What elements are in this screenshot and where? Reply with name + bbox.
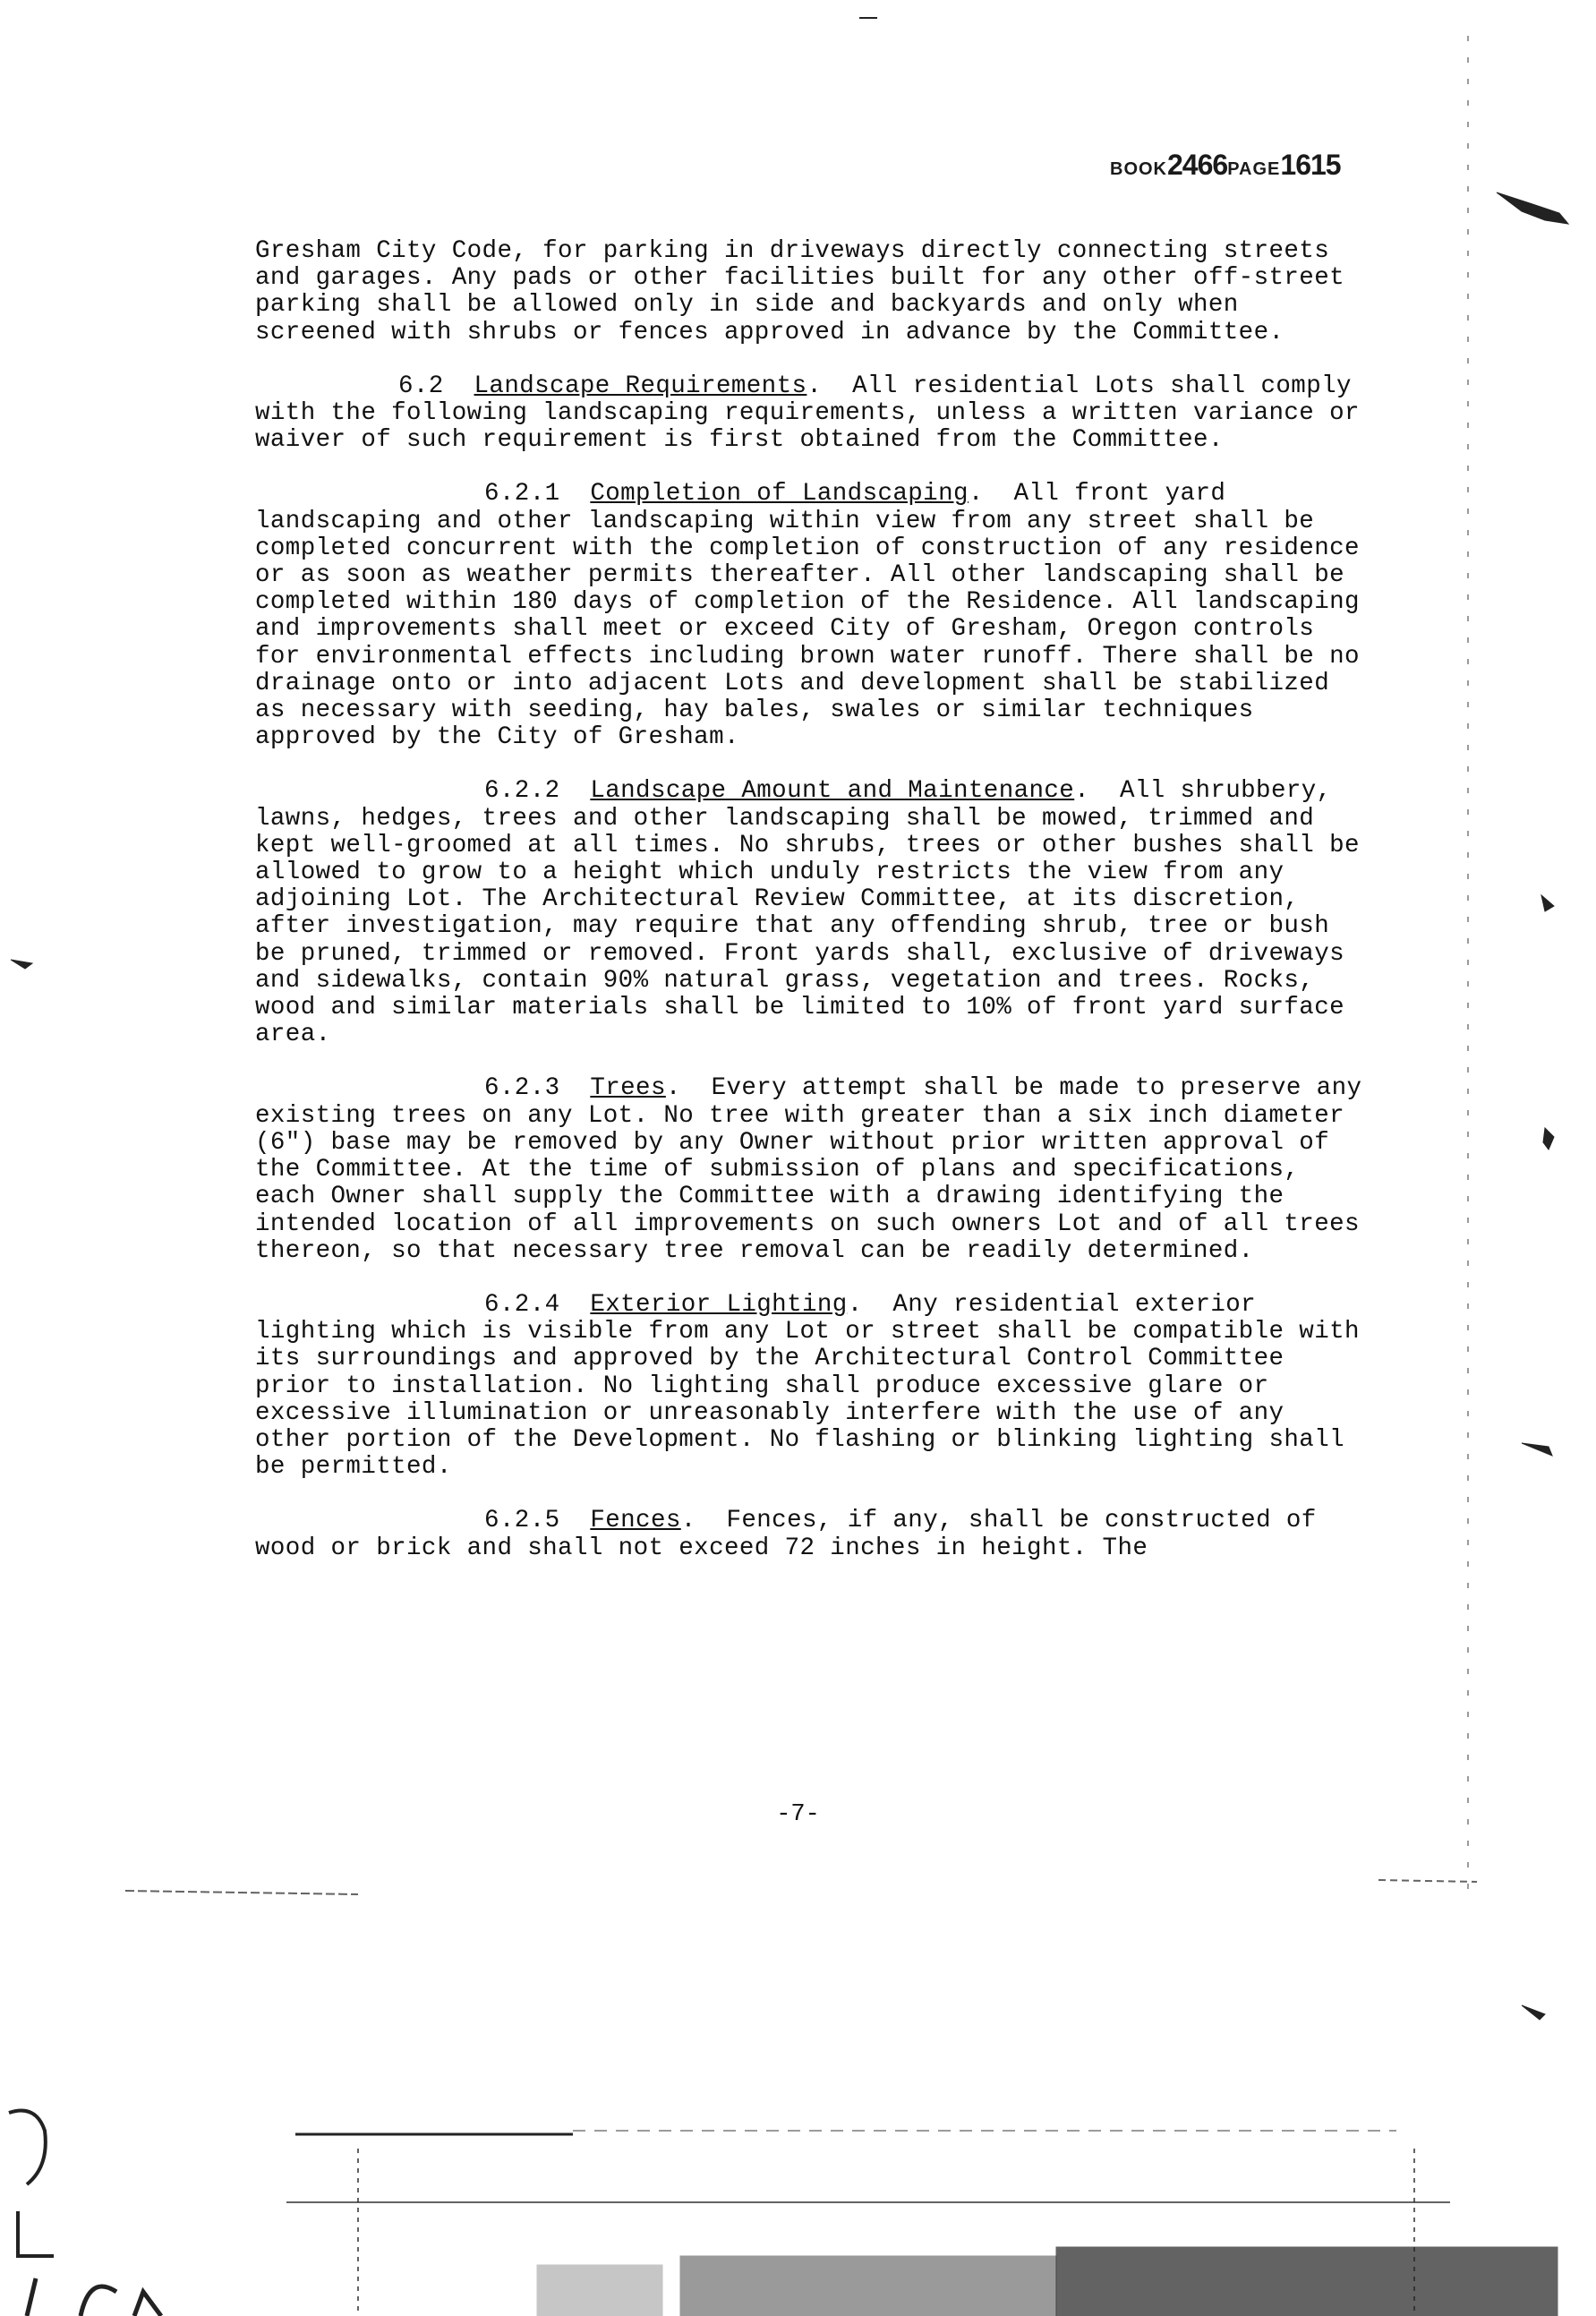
section-number: 6.2.5 — [484, 1507, 560, 1535]
scan-mark-right-1 — [1541, 895, 1554, 911]
page-label: PAGE — [1227, 159, 1281, 179]
scan-mark-right-2 — [1543, 1128, 1554, 1149]
section-number: 6.2 — [398, 372, 444, 400]
section-6-2: 6.2 Landscape Requirements. All residential Lots shall comply with the following landscaping requirements, unless a written variance or waiver of such requirement is first obtained from the Committee. — [255, 372, 1360, 455]
section-heading: Landscape Requirements — [474, 372, 807, 400]
scan-mark-right-3 — [1522, 1443, 1552, 1456]
section-6-2-5: 6.2.5 Fences. Fences, if any, shall be constructed of wood or brick and shall not exceed 72 inches in height. The — [255, 1507, 1317, 1562]
section-heading: Fences — [590, 1507, 681, 1535]
section-heading: Exterior Lighting — [590, 1290, 848, 1319]
scan-scribble-left — [9, 2111, 54, 2257]
section-text: All residential Lots shall comply with the following landscaping requirements, unless a written variance or waiver of such requirement is first obtained from the Committee. — [255, 372, 1360, 455]
scan-mark-left — [11, 960, 32, 969]
section-number: 6.2.2 — [484, 777, 560, 806]
scan-mark-top-right — [1497, 192, 1568, 224]
book-page-reference — [1110, 149, 1341, 182]
section-number: 6.2.3 — [484, 1074, 560, 1103]
section-text: All front yard landscaping and other landscaping within view from any street shall be completed concurrent with the completion of construction of any residence or as soon as weather permits thereafter. All other landscaping shall be completed within 180 days of completion of the Residence. All landscaping and improvements shall meet or exceed City of Gresham, Oregon controls for environmental effects including brown water runoff. There shall be no drainage onto or into adjacent Lots and development shall be stabilized as necessary with seeding, hay bales, swales or similar techniques approved by the City of Gresham. — [255, 480, 1360, 752]
page-number: -7- — [776, 1801, 820, 1828]
document-body — [255, 238, 1365, 1589]
section-6-2-2: 6.2.2 Landscape Amount and Maintenance. All shrubbery, lawns, hedges, trees and other landscaping shall be mowed, trimmed and kept well-groomed at all times. No shrubs, trees or other bushes shall be allowed to grow to a height which unduly restricts the view from any adjoining Lot. The Architectural Review Committee, at its discretion, after investigation, may require that any offending shrub, tree or bush be pruned, trimmed or removed. Front yards shall, exclusive of driveways and sidewalks, contain 90% natural grass, vegetation and trees. Rocks, wood and similar materials shall be limited to 10% of front yard surface area. — [255, 777, 1360, 1049]
section-6-2-1: 6.2.1 Completion of Landscaping. All front yard landscaping and other landscaping within view from any street shall be completed concurrent with the completion of construction of any residence or as soon as weather permits thereafter. All other landscaping shall be completed within 180 days of completion of the Residence. All landscaping and improvements shall meet or exceed City of Gresham, Oregon controls for environmental effects including brown water runoff. There shall be no drainage onto or into adjacent Lots and development shall be stabilized as necessary with seeding, hay bales, swales or similar techniques approved by the City of Gresham. — [255, 480, 1360, 752]
section-heading: Landscape Amount and Maintenance — [590, 777, 1075, 806]
section-text: Every attempt shall be made to preserve any existing trees on any Lot. No tree with greater than a six inch diameter (6") base may be removed by any Owner without prior written approval of the Committee. At the time of submission of plans and specifications, each Owner shall supply the Committee with a drawing identifying the intended location of all improvements on such owners Lot and of all trees thereon, so that necessary tree removal can be readily determined. — [255, 1074, 1362, 1265]
section-6-2-3: 6.2.3 Trees. Every attempt shall be made to preserve any existing trees on any Lot. No tree with greater than a six inch diameter (6") base may be removed by any Owner without prior written approval of the Committee. At the time of submission of plans and specifications, each Owner shall supply the Committee with a drawing identifying the intended location of all improvements on such owners Lot and of all trees thereon, so that necessary tree removal can be readily determined. — [255, 1074, 1362, 1265]
section-text: Any residential exterior lighting which is visible from any Lot or street shall be compatible with its surroundings and approved by the Architectural Control Committee prior to installation. No lighting shall produce excessive glare or excessive illumination or unreasonably interfere with the use of any other portion of the Development. No flashing or blinking lighting shall be permitted. — [255, 1290, 1360, 1482]
section-6-2-4: 6.2.4 Exterior Lighting. Any residential exterior lighting which is visible from any Lot or street shall be compatible with its surroundings and approved by the Architectural Control Committee prior to installation. No lighting shall produce excessive glare or excessive illumination or unreasonably interfere with the use of any other portion of the Development. No flashing or blinking lighting shall be permitted. — [255, 1290, 1360, 1482]
scan-noise-patch-1 — [537, 2265, 662, 2316]
scan-mark-right-4 — [1522, 2005, 1545, 2020]
section-text: All shrubbery, lawns, hedges, trees and other landscaping shall be mowed, trimmed and kept well-groomed at all times. No shrubs, trees or other bushes shall be allowed to grow to a height which unduly restricts the view from any adjoining Lot. The Architectural Review Committee, at its discretion, after investigation, may require that any offending shrub, tree or bush be pruned, trimmed or removed. Front yards shall, exclusive of driveways and sidewalks, contain 90% natural grass, vegetation and trees. Rocks, wood and similar materials shall be limited to 10% of front yard surface area. — [255, 777, 1360, 1049]
section-text: Fences, if any, shall be constructed of wood or brick and shall not exceed 72 inches in height. The — [255, 1507, 1317, 1562]
section-number: 6.2.1 — [484, 480, 560, 508]
section-number: 6.2.4 — [484, 1290, 560, 1319]
scan-noise-patch-3 — [1056, 2247, 1558, 2316]
section-heading: Trees — [590, 1074, 666, 1103]
scan-noise-patch-2 — [680, 2256, 1056, 2316]
intro-paragraph: Gresham City Code, for parking in driveways directly connecting streets and garages. Any pads or other facilities built for any other off-street parking shall be allowed only in side and backyards and only when screened with shrubs or fences approved in advance by the Committee. — [255, 237, 1344, 346]
scan-handwriting-bottom-left — [27, 2278, 161, 2316]
book-number: 2466 — [1167, 149, 1228, 181]
book-label: BOOK — [1110, 159, 1167, 179]
section-heading: Completion of Landscaping — [590, 480, 969, 508]
page-ref: 1615 — [1280, 149, 1341, 181]
